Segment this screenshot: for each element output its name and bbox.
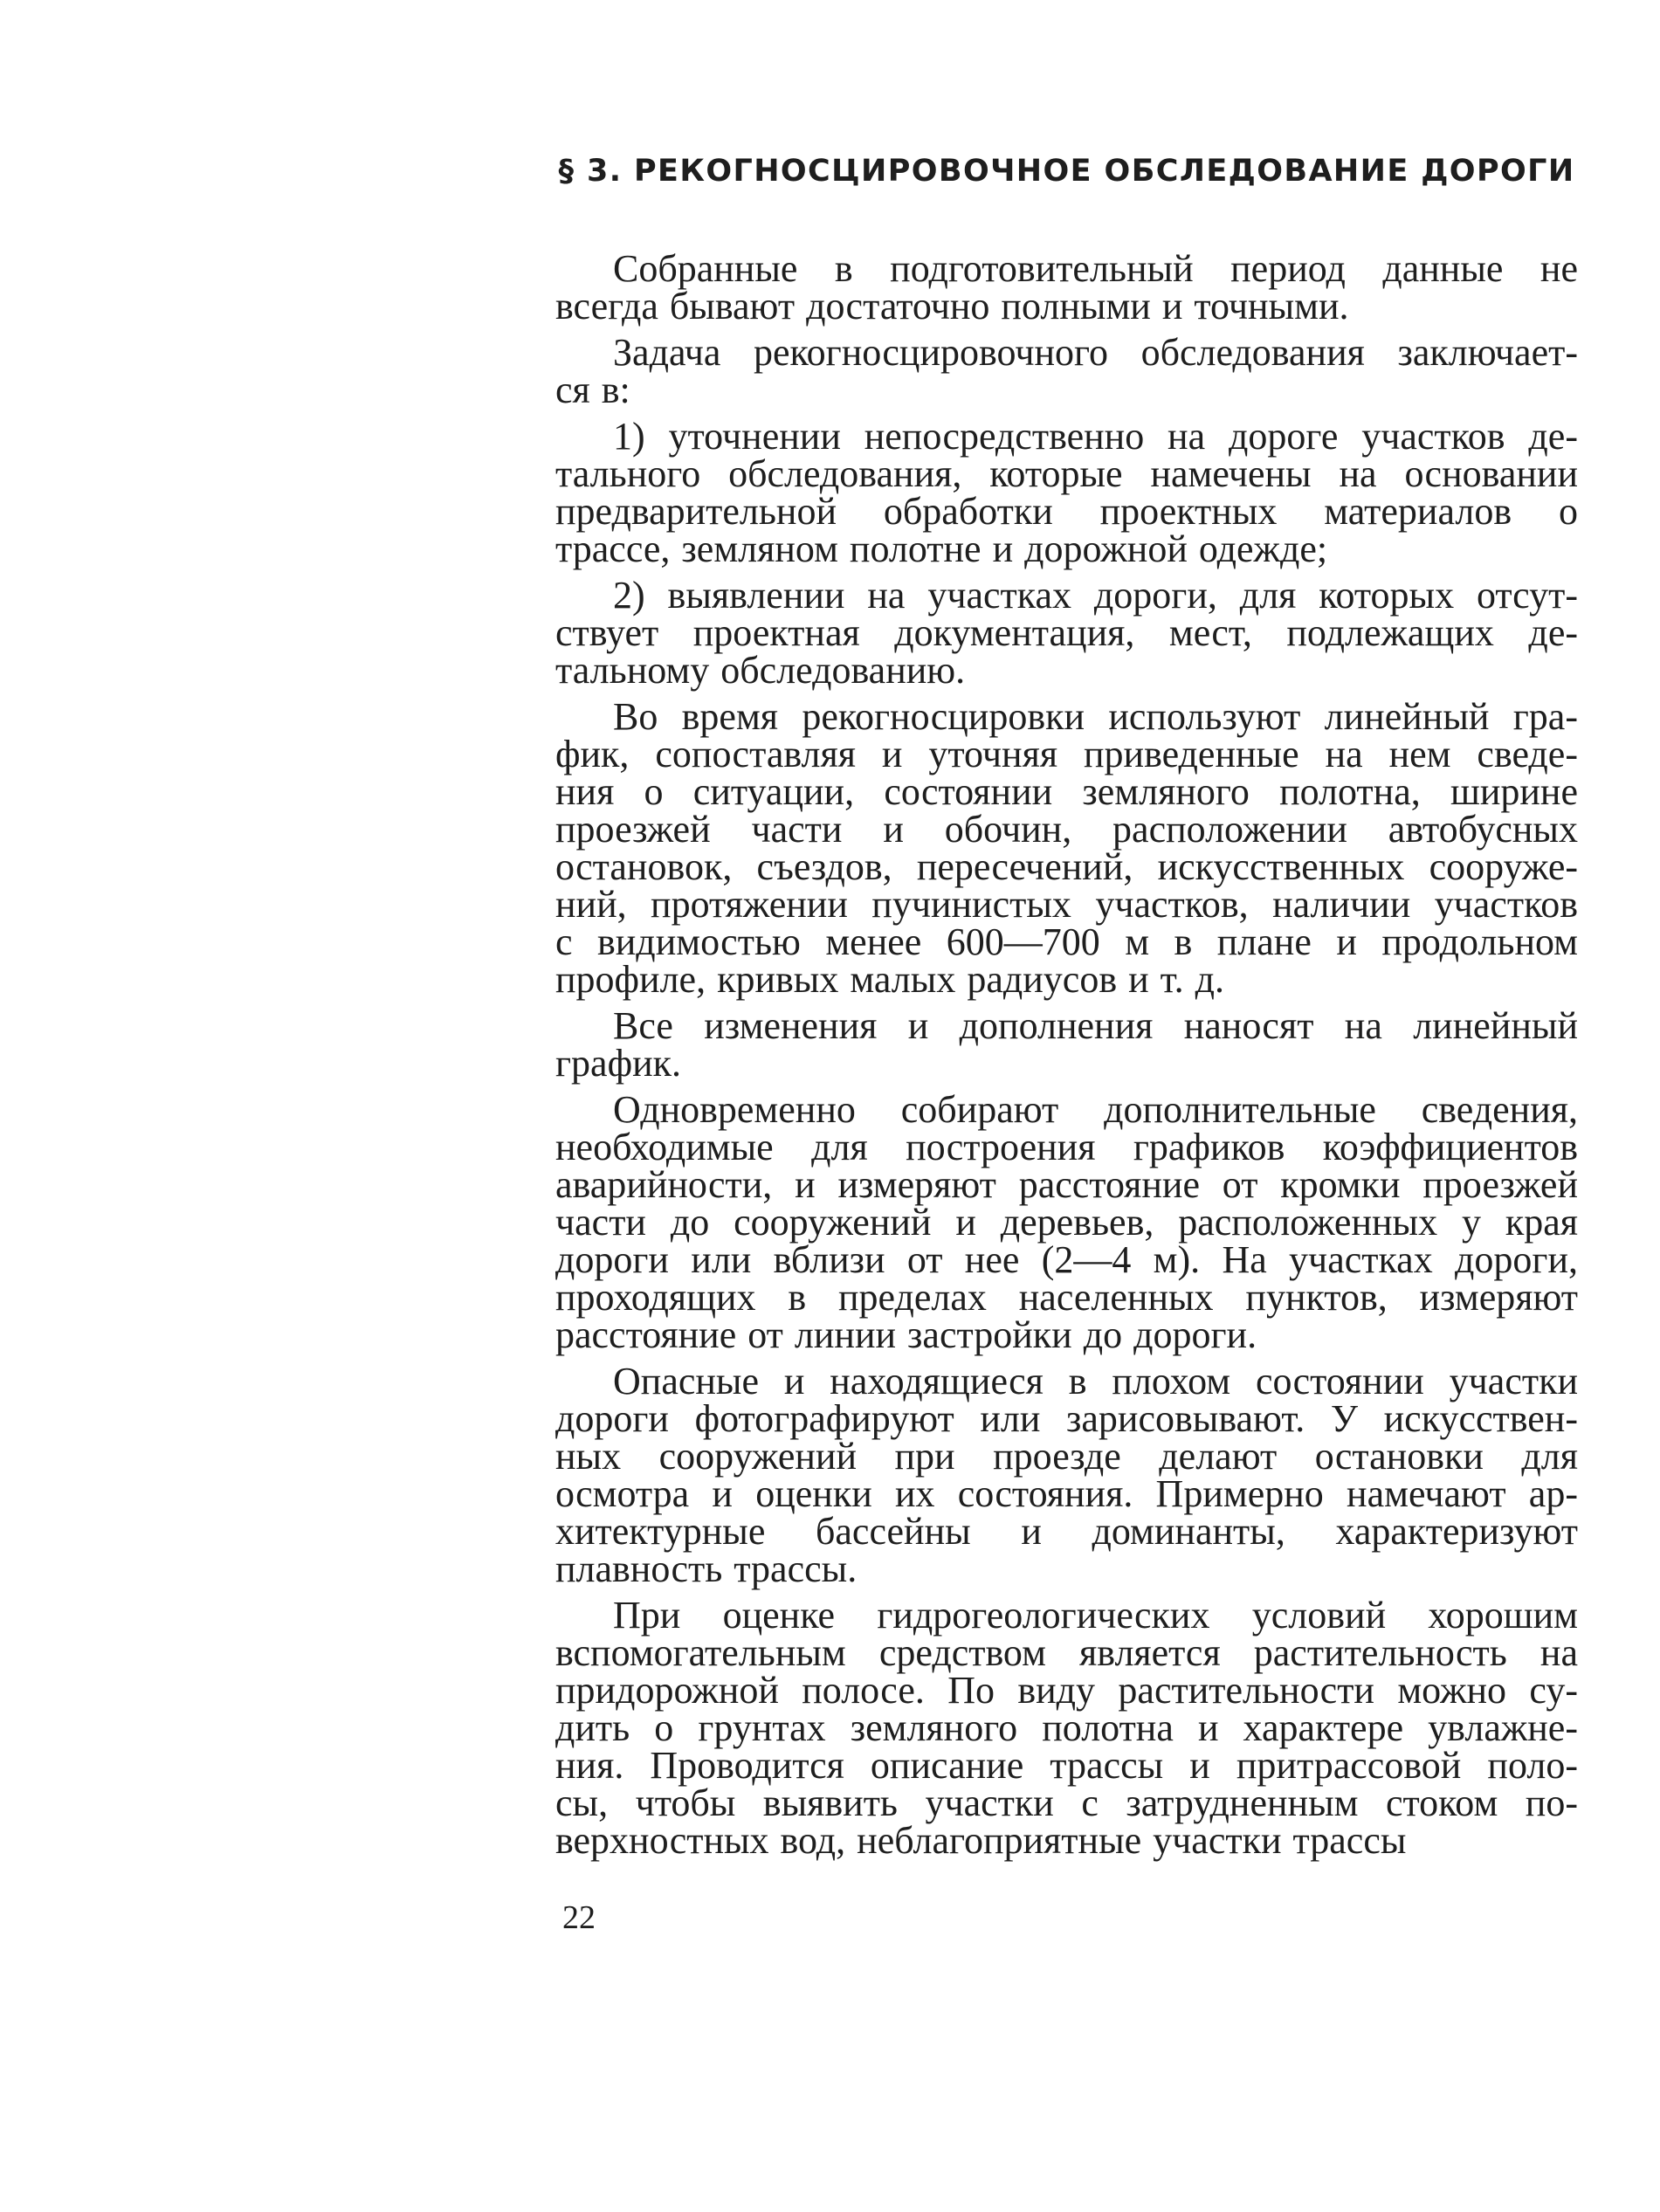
text-line: проходящих в пределах населенных пунктов, измеряют [555, 1276, 1578, 1319]
text-line: Собранные в подготовительный период данные не [613, 247, 1578, 290]
text-line: аварийности, и измеряют расстояние от кромки проезжей [555, 1163, 1578, 1206]
text-line: дороги или вблизи от нее (2—4 м). На участках дороги, [555, 1238, 1578, 1281]
paragraph [555, 417, 1578, 568]
text-line: необходимые для построения графиков коэффициентов [555, 1126, 1578, 1168]
paragraph [555, 331, 1578, 411]
body-text [555, 247, 1578, 1862]
text-line: дить о грунтах земляного полотна и характере увлажне- [555, 1706, 1578, 1749]
text-line: трассе, земляном полотне и дорожной одежде; [555, 527, 1328, 570]
paragraph [555, 247, 1578, 327]
paragraph [555, 1004, 1578, 1085]
text-line: плавность трассы. [555, 1547, 858, 1590]
paragraph [555, 695, 1578, 1001]
text-line: предварительной обработки проектных материалов о [555, 490, 1578, 533]
text-line: вспомогательным средством является растительность на [555, 1631, 1578, 1674]
text-line: верхностных вод, неблагоприятные участки трассы [555, 1819, 1407, 1862]
text-line: ных сооружений при проезде делают остановки для [555, 1435, 1578, 1478]
text-line: Все изменения и дополнения наносят на линейный [613, 1004, 1578, 1047]
text-line: Опасные и находящиеся в плохом состоянии участки [613, 1360, 1578, 1402]
text-line: расстояние от линии застройки до дороги. [555, 1313, 1257, 1356]
paragraph [555, 1088, 1578, 1356]
text-line: тального обследования, которые намечены на основании [555, 452, 1578, 495]
text-line: остановок, съездов, пересечений, искусственных сооруже- [555, 845, 1578, 888]
text-line: ствует проектная документация, мест, подлежащих де- [555, 611, 1578, 654]
text-line: осмотра и оценки их состояния. Примерно намечают ар- [555, 1472, 1578, 1515]
text-line: Во время рекогносцировки используют линейный гра- [613, 695, 1578, 738]
page-number: 22 [562, 1899, 596, 1936]
text-line: части до сооружений и деревьев, расположенных у края [555, 1201, 1578, 1244]
text-line: Задача рекогносцировочного обследования заключает- [613, 331, 1578, 374]
text-line: ния о ситуации, состоянии земляного полотна, ширине [555, 770, 1578, 813]
text-column [555, 140, 1578, 1868]
text-line: 1) уточнении непосредственно на дороге участков де- [613, 415, 1578, 458]
text-line: тальному обследованию. [555, 649, 966, 692]
text-line: профиле, кривых малых радиусов и т. д. [555, 958, 1224, 1001]
text-line: придорожной полосе. По виду растительности можно су- [555, 1669, 1578, 1712]
paragraph [555, 1362, 1578, 1588]
paragraph [555, 574, 1578, 692]
text-line: дороги фотографируют или зарисовывают. У искусствен- [555, 1397, 1578, 1440]
text-line: При оценке гидрогеологических условий хорошим [613, 1594, 1578, 1637]
text-line: проезжей части и обочин, расположении автобусных [555, 808, 1578, 851]
text-line: всегда бывают достаточно полными и точными. [555, 285, 1349, 327]
text-line: ний, протяжении пучинистых участков, наличии участков [555, 883, 1578, 926]
text-line: график. [555, 1042, 682, 1085]
paragraph [555, 1594, 1578, 1862]
text-line: с видимостью менее 600—700 м в плане и продольном [555, 920, 1578, 963]
text-line: ся в: [555, 369, 630, 411]
text-line: сы, чтобы выявить участки с затрудненным стоком по- [555, 1781, 1578, 1824]
text-line: ния. Проводится описание трассы и притрассовой поло- [555, 1744, 1578, 1787]
text-line: фик, сопоставляя и уточняя приведенные на нем сведе- [555, 733, 1578, 775]
section-heading: § 3. РЕКОГНОСЦИРОВОЧНОЕ ОБСЛЕДОВАНИЕ ДОРОГИ [558, 154, 1575, 189]
text-line: 2) выявлении на участках дороги, для которых отсут- [613, 574, 1578, 617]
text-line: хитектурные бассейны и доминанты, характеризуют [555, 1510, 1578, 1553]
text-line: Одновременно собирают дополнительные сведения, [613, 1088, 1578, 1131]
